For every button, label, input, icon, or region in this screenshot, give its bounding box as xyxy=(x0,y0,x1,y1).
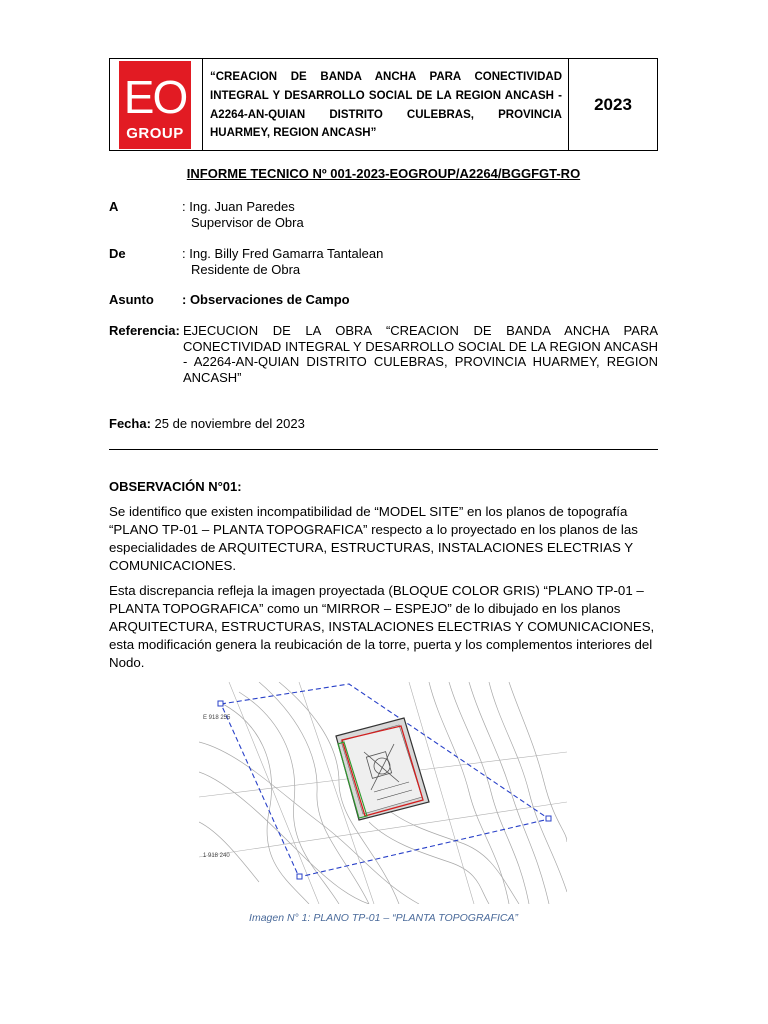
coordinate-label-top: E 918 255 xyxy=(203,715,231,721)
from-role: Residente de Obra xyxy=(191,261,301,277)
to-label: A xyxy=(109,199,119,214)
topographic-plan-image xyxy=(199,682,567,904)
from-name: : Ing. Billy Fred Gamarra Tantalean xyxy=(182,246,384,261)
reference-value: EJECUCION DE LA OBRA “CREACION DE BANDA ANCHA PARA CONECTIVIDAD INTEGRAL Y DESARROLLO SOCIAL DE LA REGION ANCASH - A2264-AN-QUIAN DISTRITO CULEBRAS, PROVINCIA HUARMEY, REGION ANCASH” xyxy=(183,323,658,385)
logo-sub-text: GROUP xyxy=(126,125,184,142)
project-title: “CREACION DE BANDA ANCHA PARA CONECTIVIDAD INTEGRAL Y DESARROLLO SOCIAL DE LA REGION ANCASH - A2264-AN-QUIAN DISTRITO CULEBRAS, PROVINCIA HUARMEY, REGION ANCASH” xyxy=(203,59,569,150)
header-table xyxy=(109,58,658,151)
from-value xyxy=(182,246,383,277)
subject-label: Asunto xyxy=(109,292,154,307)
logo-main-text: EO xyxy=(123,71,187,123)
date-field xyxy=(109,416,305,431)
date-value: 25 de noviembre del 2023 xyxy=(150,416,305,431)
observation-paragraph-1: Se identifico que existen incompatibilidad de “MODEL SITE” en los planos de topografía “PLANO TP-01 – PLANTA TOPOGRAFICA” respecto a lo proyectado en los planos de las especialidades de ARQUITECTURA, ESTRUCTURAS, INSTALACIONES ELECTRIAS Y COMUNICACIONES. xyxy=(109,504,638,573)
reference-label: Referencia: xyxy=(109,323,180,338)
company-logo xyxy=(119,61,191,149)
figure-caption: Imagen N° 1: PLANO TP-01 – “PLANTA TOPOGRAFICA” xyxy=(249,912,518,924)
date-label: Fecha: xyxy=(109,416,151,431)
report-number: INFORME TECNICO Nº 001-2023-EOGROUP/A2264/BGGFGT-RO xyxy=(186,166,581,181)
to-value xyxy=(182,199,304,230)
to-name: : Ing. Juan Paredes xyxy=(182,199,295,214)
coordinate-label-bottom: 1 918 240 xyxy=(203,853,230,859)
subject-value: : Observaciones de Campo xyxy=(182,292,350,307)
observation-paragraph-2: Esta discrepancia refleja la imagen proyectada (BLOQUE COLOR GRIS) “PLANO TP-01 – PLANTA TOPOGRAFICA” como un “MIRROR – ESPEJO” de lo dibujado en los planos ARQUITECTURA, ESTRUCTURAS, INSTALACIONES ELECTRIAS Y COMUNICACIONES, esta modificación genera la reubicación de la torre, puerta y los complementos interiores del Nodo. xyxy=(109,583,655,670)
from-label: De xyxy=(109,246,126,261)
divider xyxy=(109,449,658,450)
to-role: Supervisor de Obra xyxy=(191,214,304,230)
logo-cell xyxy=(110,59,203,150)
topographic-plan-drawing xyxy=(199,682,567,904)
header-year: 2023 xyxy=(594,94,632,114)
observation-title: OBSERVACIÓN N°01: xyxy=(109,479,242,494)
